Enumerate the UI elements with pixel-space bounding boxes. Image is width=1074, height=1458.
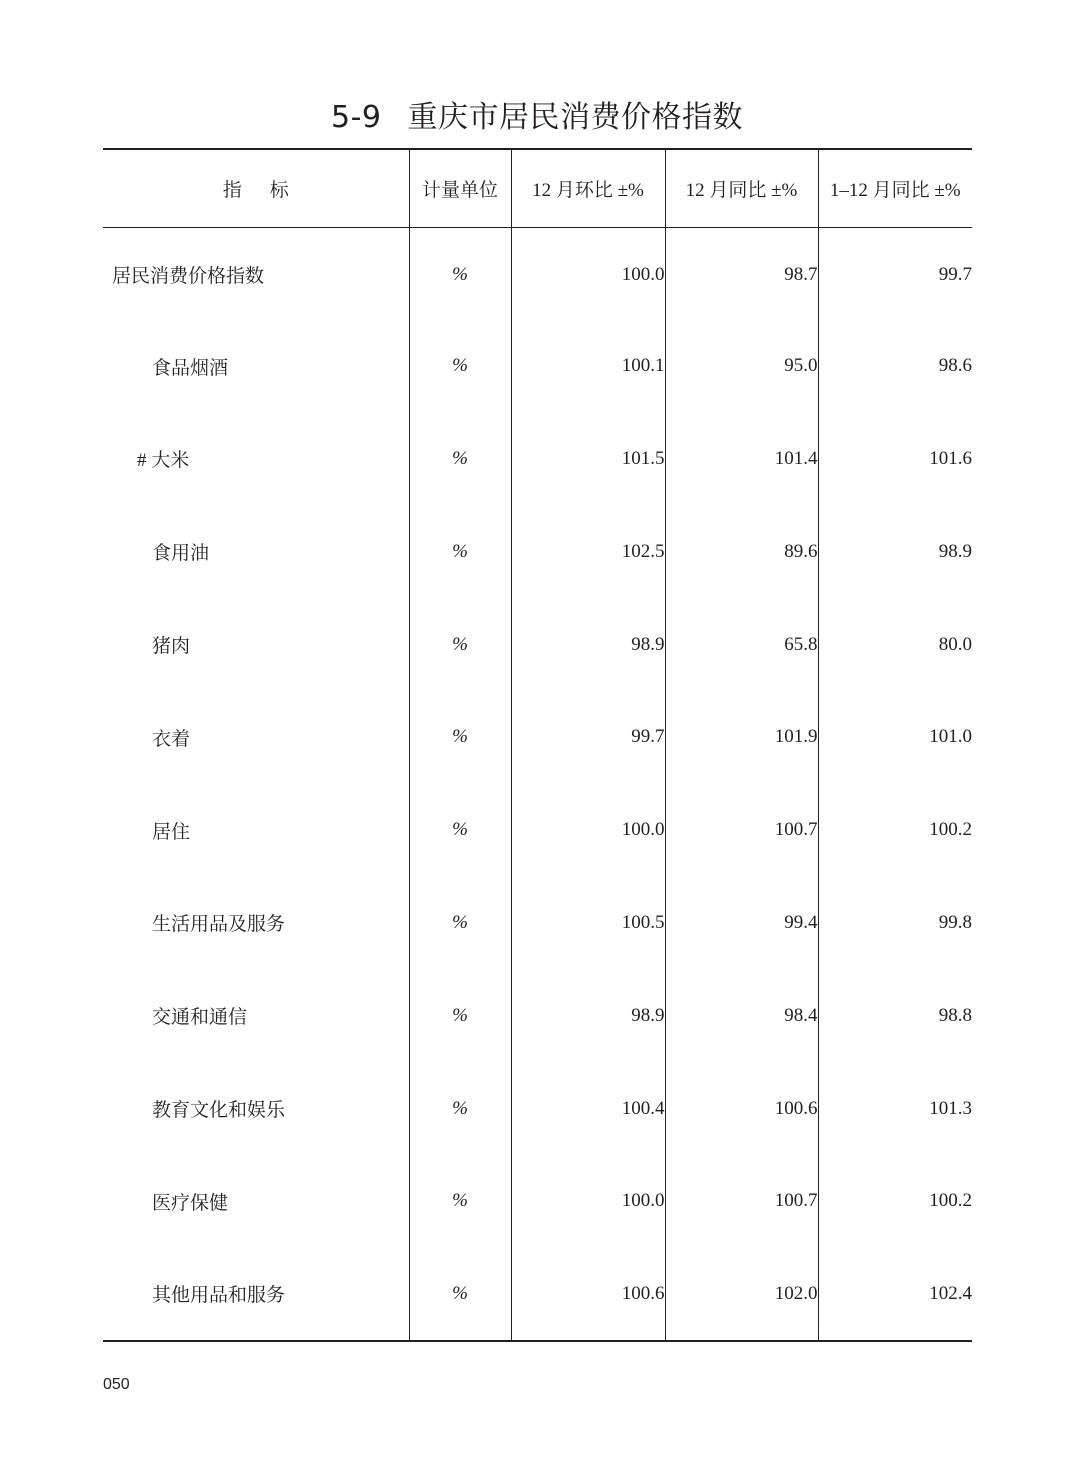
row-mom: 101.5 xyxy=(511,413,665,506)
row-yoy: 100.7 xyxy=(665,784,818,877)
row-ytd-yoy: 98.9 xyxy=(818,505,972,598)
table-row xyxy=(103,784,972,877)
row-unit: % xyxy=(409,598,511,691)
table-row xyxy=(103,320,972,413)
row-label: 猪肉 xyxy=(152,636,191,658)
row-mom: 100.0 xyxy=(511,227,665,320)
row-yoy: 101.4 xyxy=(665,413,818,506)
row-ytd-yoy: 101.6 xyxy=(818,413,972,506)
row-yoy: 89.6 xyxy=(665,505,818,598)
row-label: 医疗保健 xyxy=(152,1192,229,1214)
header-yoy: 12 月同比 ±% xyxy=(665,149,818,227)
row-yoy: 65.8 xyxy=(665,598,818,691)
header-mom: 12 月环比 ±% xyxy=(511,149,665,227)
cpi-table xyxy=(103,148,972,1342)
header-ytd-yoy: 1–12 月同比 ±% xyxy=(818,149,972,227)
row-yoy: 98.7 xyxy=(665,227,818,320)
row-label: 其他用品和服务 xyxy=(103,1248,409,1341)
header-indicator xyxy=(103,149,409,227)
row-unit: % xyxy=(409,691,511,784)
table-row xyxy=(103,505,972,598)
row-ytd-yoy: 101.3 xyxy=(818,1062,972,1155)
row-ytd-yoy: 100.2 xyxy=(818,1155,972,1248)
row-label: 食用油 xyxy=(152,543,210,565)
row-mom: 100.4 xyxy=(511,1062,665,1155)
row-unit: % xyxy=(409,505,511,598)
row-ytd-yoy: 98.6 xyxy=(818,320,972,413)
row-mom: 100.1 xyxy=(511,320,665,413)
row-mom: 100.0 xyxy=(511,784,665,877)
row-label: 居民消费价格指数 xyxy=(112,266,265,288)
row-yoy: 100.6 xyxy=(665,1062,818,1155)
row-unit: % xyxy=(409,227,511,320)
table-title-text: 重庆市居民消费价格指数 xyxy=(407,100,743,135)
row-ytd-yoy: 101.0 xyxy=(818,691,972,784)
page-title xyxy=(0,96,1074,140)
row-unit: % xyxy=(409,1062,511,1155)
header-unit: 计量单位 xyxy=(409,149,511,227)
row-mom: 102.5 xyxy=(511,505,665,598)
row-label: 食品烟酒 xyxy=(152,357,229,379)
row-ytd-yoy: 99.8 xyxy=(818,877,972,970)
row-mom: 100.0 xyxy=(511,1155,665,1248)
page-number: 050 xyxy=(103,1376,130,1393)
header-indicator-part1: 指 xyxy=(222,179,242,201)
table-row xyxy=(103,1062,972,1155)
row-ytd-yoy: 100.2 xyxy=(818,784,972,877)
row-mom: 98.9 xyxy=(511,598,665,691)
row-yoy: 101.9 xyxy=(665,691,818,784)
row-mom: 100.5 xyxy=(511,877,665,970)
row-yoy: 95.0 xyxy=(665,320,818,413)
table-header-row xyxy=(103,149,972,227)
row-unit: % xyxy=(409,1155,511,1248)
row-label: 交通和通信 xyxy=(152,1007,248,1029)
row-unit: % xyxy=(409,969,511,1062)
row-ytd-yoy: 102.4 xyxy=(818,1248,972,1341)
table-row xyxy=(103,413,972,506)
table-row xyxy=(103,1248,972,1341)
row-unit: % xyxy=(409,413,511,506)
row-yoy: 99.4 xyxy=(665,877,818,970)
row-mom: 99.7 xyxy=(511,691,665,784)
table-number: 5-9 xyxy=(331,100,382,135)
table-row xyxy=(103,598,972,691)
row-label: 生活用品及服务 xyxy=(152,914,286,936)
row-yoy: 98.4 xyxy=(665,969,818,1062)
row-label: 衣着 xyxy=(152,728,191,750)
table-row xyxy=(103,877,972,970)
row-label: # 大米 xyxy=(137,450,190,472)
row-mom: 100.6 xyxy=(511,1248,665,1341)
row-unit: % xyxy=(409,1248,511,1341)
header-indicator-part2: 标 xyxy=(269,179,289,201)
row-ytd-yoy: 99.7 xyxy=(818,227,972,320)
row-yoy: 102.0 xyxy=(665,1248,818,1341)
row-label: 居住 xyxy=(152,821,191,843)
row-ytd-yoy: 80.0 xyxy=(818,598,972,691)
row-label: 教育文化和娱乐 xyxy=(152,1100,286,1122)
table-row xyxy=(103,1155,972,1248)
row-unit: % xyxy=(409,784,511,877)
table-row xyxy=(103,969,972,1062)
row-mom: 98.9 xyxy=(511,969,665,1062)
table-row xyxy=(103,227,972,320)
table-row xyxy=(103,691,972,784)
row-ytd-yoy: 98.8 xyxy=(818,969,972,1062)
row-unit: % xyxy=(409,320,511,413)
row-unit: % xyxy=(409,877,511,970)
row-yoy: 100.7 xyxy=(665,1155,818,1248)
